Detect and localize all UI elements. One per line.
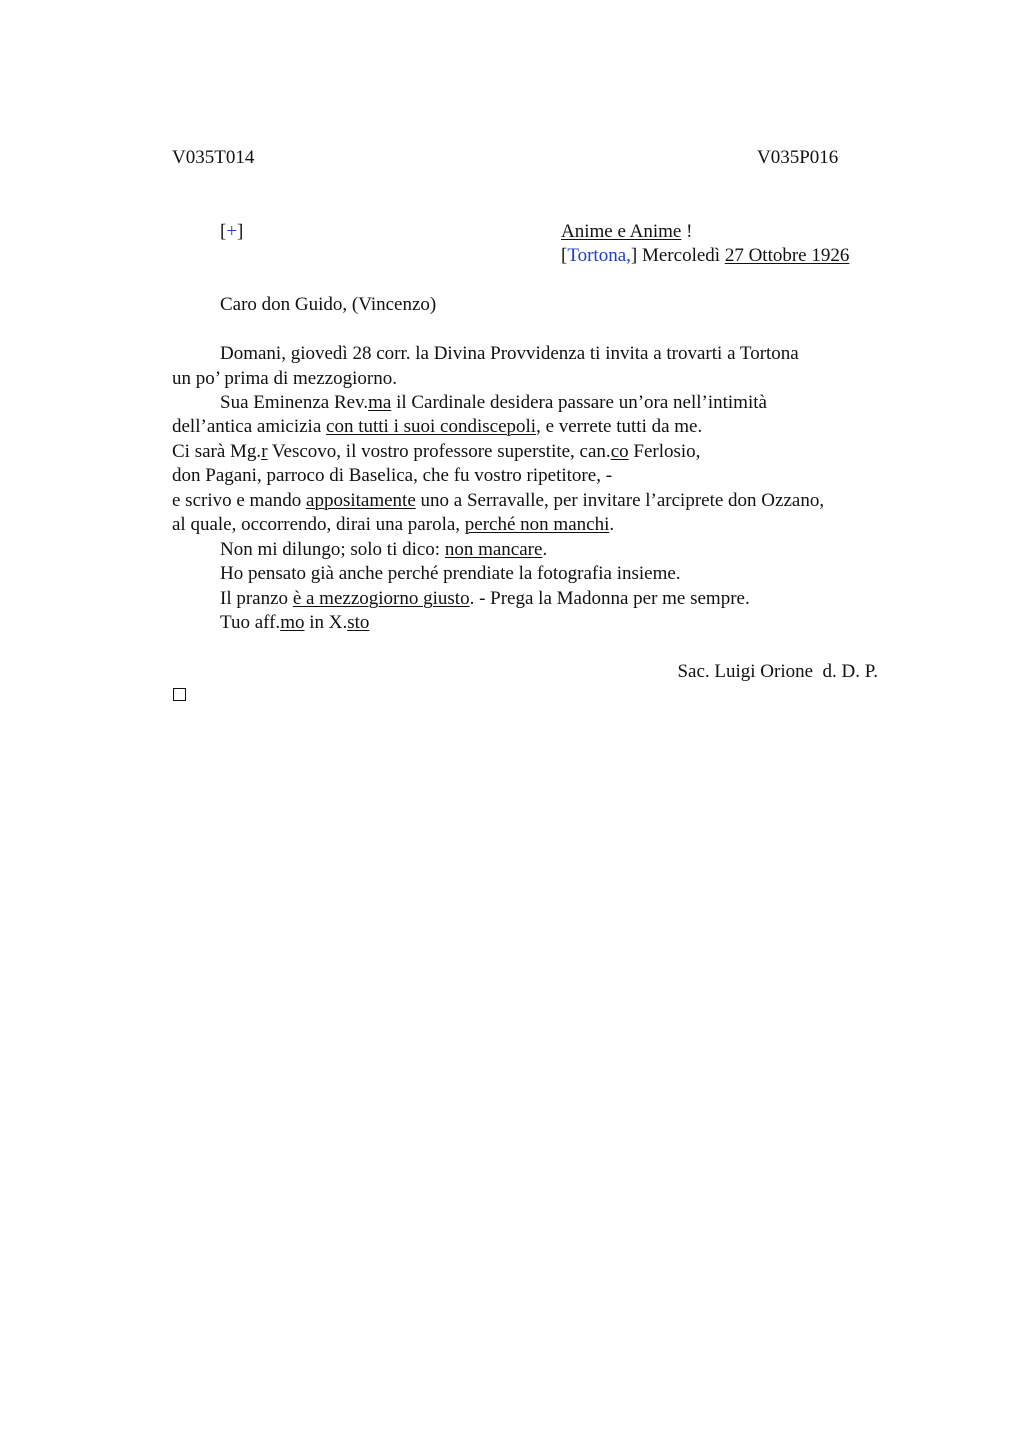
underlined-segment: mo [280, 612, 305, 633]
salutation: Caro don Guido, (Vincenzo) [220, 294, 437, 315]
body-line [172, 415, 702, 439]
body-line: Domani, giovedì 28 corr. la Divina Provvidenza ti invita a trovarti a Tortona [220, 343, 799, 364]
letter-title [561, 220, 692, 244]
body-line [220, 391, 767, 415]
body-line [220, 587, 750, 611]
text-segment: in X. [304, 612, 348, 633]
title-text: Anime e Anime [561, 221, 682, 242]
body-line: un po’ prima di mezzogiorno. [172, 368, 397, 389]
place-bracket-close: ] [630, 245, 638, 266]
place-name: Tortona, [567, 245, 631, 266]
text-segment: al quale, occorrendo, dirai una parola, [172, 514, 465, 535]
cross-bracket-open: [ [220, 221, 227, 242]
document-code-left: V035T014 [172, 147, 255, 168]
date-prefix: Mercoledì [637, 245, 725, 266]
underlined-segment: r [261, 441, 268, 462]
text-segment: . - Prega la Madonna per me sempre. [469, 588, 750, 609]
underlined-segment: con tutti i suoi condiscepoli [326, 416, 537, 437]
body-line: Ho pensato già anche perché prendiate la fotografia insieme. [220, 563, 681, 584]
underlined-segment: sto [347, 612, 370, 633]
letter-date: 27 Ottobre 1926 [724, 245, 850, 266]
body-line [220, 538, 547, 562]
text-segment: dell’antica amicizia [172, 416, 327, 437]
underlined-segment: è a mezzogiorno giusto [292, 588, 470, 609]
body-line [172, 489, 824, 513]
signature: Sac. Luigi Orione d. D. P. [677, 661, 878, 682]
text-segment: . [542, 539, 548, 560]
title-suffix: ! [681, 221, 693, 242]
text-segment: Vescovo, il vostro professore superstite, can. [267, 441, 611, 462]
text-segment: , e verrete tutti da me. [536, 416, 703, 437]
text-segment: Ci sarà Mg. [172, 441, 262, 462]
body-line [172, 440, 700, 464]
underlined-segment: non mancare [444, 539, 543, 560]
text-segment: Ferlosio, [628, 441, 701, 462]
text-segment: Sua Eminenza Rev. [220, 392, 369, 413]
underlined-segment: co [610, 441, 629, 462]
underlined-segment: appositamente [306, 490, 416, 511]
cross-bracket-close: ] [237, 221, 244, 242]
body-line [172, 513, 614, 537]
place-bracket-open: [ [561, 245, 568, 266]
underlined-segment: ma [368, 392, 392, 413]
text-segment: e scrivo e mando [172, 490, 307, 511]
text-segment: uno a Serravalle, per invitare l’arciprete don Ozzano, [415, 490, 825, 511]
body-line: don Pagani, parroco di Baselica, che fu vostro ripetitore, - [172, 465, 613, 486]
text-segment: . [609, 514, 615, 535]
end-marker-box-icon [173, 688, 186, 701]
cross-icon: + [226, 221, 238, 242]
text-segment: il Cardinale desidera passare un’ora nell’intimità [391, 392, 767, 413]
text-segment: Non mi dilungo; solo ti dico: [220, 539, 445, 560]
cross-mark [220, 220, 243, 244]
underlined-segment: perché non manchi [464, 514, 610, 535]
letter-dateline [561, 244, 849, 268]
text-segment: Il pranzo [220, 588, 293, 609]
text-segment: Tuo aff. [220, 612, 281, 633]
closing-line [220, 611, 369, 635]
document-code-right: V035P016 [757, 147, 839, 168]
